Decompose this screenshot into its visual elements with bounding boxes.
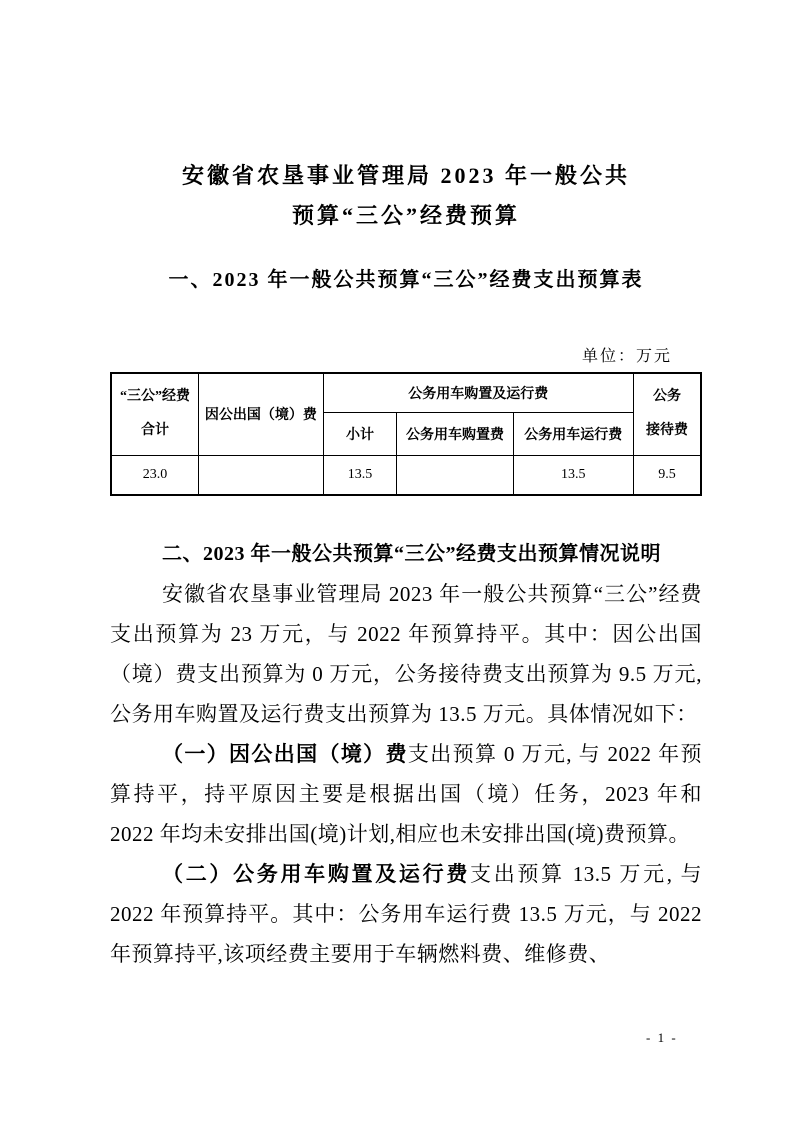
section1-heading: 一、2023 年一般公共预算“三公”经费支出预算表 bbox=[168, 268, 644, 291]
para-item2 bbox=[110, 854, 702, 974]
header-vehicle-purchase: 公务用车购置费 bbox=[397, 412, 513, 455]
header-sangong-total bbox=[111, 373, 199, 456]
cell-purchase-value bbox=[397, 455, 513, 495]
header-reception-fee-line-1: 公务 bbox=[652, 389, 681, 405]
page-content bbox=[110, 0, 702, 974]
table-data-row bbox=[111, 455, 701, 495]
cell-reception-value: 9.5 bbox=[633, 455, 701, 495]
section2-heading: 二、2023 年一般公共预算“三公”经费支出预算情况说明 bbox=[162, 542, 661, 565]
para-overview: 安徽省农垦事业管理局 2023 年一般公共预算“三公”经费支出预算为 23 万元，与 2022 年预算持平。其中：因公出国（境）费支出预算为 0 万元，公务接待费支出预算为 9.5 万元,公务用车购置及运行费支出预算为 13.5 万元。具体情况如下： bbox=[110, 581, 702, 726]
item2-lead-bold: （二）公务用车购置及运行费 bbox=[162, 861, 471, 886]
section2 bbox=[110, 534, 702, 974]
table-header-row-1 bbox=[111, 373, 701, 413]
header-abroad-fee: 因公出国（境）费 bbox=[199, 373, 323, 456]
page-number: - 1 - bbox=[646, 1030, 678, 1045]
cell-operation-value: 13.5 bbox=[513, 455, 633, 495]
item2-text: 支出预算 13.5 万元, 与 2022 年预算持平。其中：公务用车运行费 13.5 万元，与 2022 年预算持平,该项经费主要用于车辆燃料费、维修费、 bbox=[110, 861, 703, 966]
header-sangong-total-line-2: 合计 bbox=[141, 423, 170, 439]
header-subtotal: 小计 bbox=[323, 412, 397, 455]
cell-total-value: 23.0 bbox=[111, 455, 199, 495]
budget-table bbox=[110, 372, 702, 496]
header-vehicle-group: 公务用车购置及运行费 bbox=[323, 373, 633, 413]
item1-lead-bold: （一）因公出国（境）费 bbox=[162, 741, 408, 766]
document-title bbox=[110, 15, 702, 236]
header-reception-fee bbox=[633, 373, 701, 456]
header-sangong-total-line-1: “三公”经费 bbox=[120, 389, 191, 405]
cell-abroad-value bbox=[199, 455, 323, 495]
header-reception-fee-line-2: 接待费 bbox=[645, 423, 688, 439]
document-title-line-2: 预算“三公”经费预算 bbox=[291, 202, 520, 228]
cell-subtotal-value: 13.5 bbox=[323, 455, 397, 495]
unit-label: 单位：万元 bbox=[581, 347, 672, 365]
para-item1 bbox=[110, 734, 702, 854]
document-title-line-1: 安徽省农垦事业管理局 2023 年一般公共 bbox=[181, 162, 630, 188]
header-vehicle-operation: 公务用车运行费 bbox=[513, 412, 633, 455]
item1-text: 支出预算 0 万元, 与 2022 年预算持平，持平原因主要是根据出国（境）任务，2023 年和 2022 年均未安排出国(境)计划,相应也未安排出国(境)费预算。 bbox=[110, 741, 703, 846]
